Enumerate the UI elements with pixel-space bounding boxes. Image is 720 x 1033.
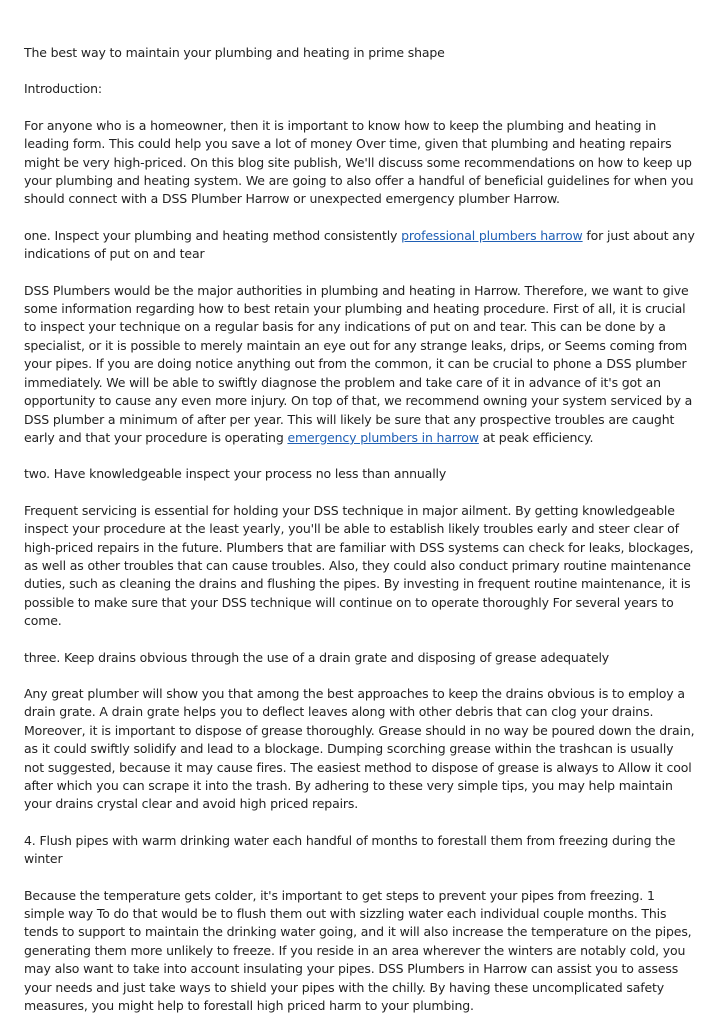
section-1-text-before: DSS Plumbers would be the major authorities in plumbing and heating in Harrow. Therefore, we want to give some information regarding how to best retain your plumbing and heating procedure. First of all, it is crucial to inspect your technique on a regular basis for any indications of put on and tear. This can be done by a specialist, or it is possible to merely maintain an eye out for any strange leaks, drips, or Seems coming from your pipes. If you are doing notice anything out from the common, it can be crucial to phone a DSS plumber immediately. We will be able to swiftly diagnose the problem and take care of it in advance of it's got an opportunity to cause any even more injury. On top of that, we recommend owning your system serviced by a DSS plumber a minimum of after per year. This will likely be sure that any prospective troubles are caught early and that your procedure is operating bbox=[24, 282, 693, 445]
page-title: The best way to maintain your plumbing and heating in prime shape bbox=[24, 45, 445, 60]
section-3-heading: three. Keep drains obvious through the use of a drain grate and disposing of grease adequately bbox=[24, 649, 610, 665]
section-2-heading: two. Have knowledgeable inspect your process no less than annually bbox=[24, 466, 447, 482]
section-3-paragraph: Any great plumber will show you that among the best approaches to keep the drains obvious is to employ a drain grate. A drain grate helps you to deflect leaves along with other debris that can clog your drains. Moreover, it is important to dispose of grease thoroughly. Grease should in no way be poured down the drain, as it could swiftly solidify and lead to a blockage. Dumping scorching grease within the trashcan is usually not suggested, because it may cause fires. The easiest method to dispose of grease is always to Allow it cool after which you can scrape it into the trash. By adhering to these very simple tips, you may help maintain your drains crystal clear and avoid high priced repairs. bbox=[24, 685, 695, 812]
document-page bbox=[24, 44, 696, 1033]
intro-heading: Introduction: bbox=[24, 81, 102, 97]
section-4-heading: 4. Flush pipes with warm drinking water each handful of months to forestall them from freezing during the winter bbox=[24, 832, 676, 867]
section-1-paragraph bbox=[24, 282, 696, 448]
section-2-paragraph: Frequent servicing is essential for holding your DSS technique in major ailment. By getting knowledgeable inspect your procedure at the least yearly, you'll be able to establish likely troubles early and steer clear of high-priced repairs in the future. Plumbers that are familiar with DSS systems can check for leaks, blockages, as well as other troubles that can cause troubles. Also, they could also conduct primary routine maintenance duties, such as cleaning the drains and flushing the pipes. By investing in frequent routine maintenance, it is possible to make sure that your DSS technique will continue on to operate thoroughly For several years to come. bbox=[24, 502, 694, 629]
professional-plumbers-harrow-link[interactable]: professional plumbers harrow bbox=[401, 227, 583, 243]
section-1-text-after: at peak efficiency. bbox=[478, 429, 594, 445]
section-1-heading bbox=[24, 227, 696, 264]
intro-paragraph: For anyone who is a homeowner, then it is important to know how to keep the plumbing and heating in leading form. This could help you save a lot of money Over time, given that plumbing and heating repairs might be very high-priced. On this blog site publish, We'll discuss some recommendations on how to keep up your plumbing and heating system. We are going to also offer a handful of beneficial guidelines for when you should connect with a DSS Plumber Harrow or unexpected emergency plumber Harrow. bbox=[24, 117, 694, 207]
section-4-paragraph: Because the temperature gets colder, it's important to get steps to prevent your pipes from freezing. 1 simple way To do that would be to flush them out with sizzling water each individual couple months. This tends to support to maintain the drinking water going, and it will also increase the temperature on the pipes, generating them more unlikely to freeze. If you reside in an area wherever the winters are notably cold, you may also want to take into account insulating your pipes. DSS Plumbers in Harrow can assist you to assess your needs and just take ways to shield your pipes with the chilly. By having these uncomplicated safety measures, you might help to forestall high priced harm to your plumbing. bbox=[24, 887, 692, 1014]
section-1-heading-text-after: for just about any indications of put on and tear bbox=[24, 227, 695, 262]
emergency-plumbers-harrow-link[interactable]: emergency plumbers in harrow bbox=[287, 429, 479, 445]
section-1-heading-text-before: one. Inspect your plumbing and heating method consistently bbox=[24, 227, 402, 243]
